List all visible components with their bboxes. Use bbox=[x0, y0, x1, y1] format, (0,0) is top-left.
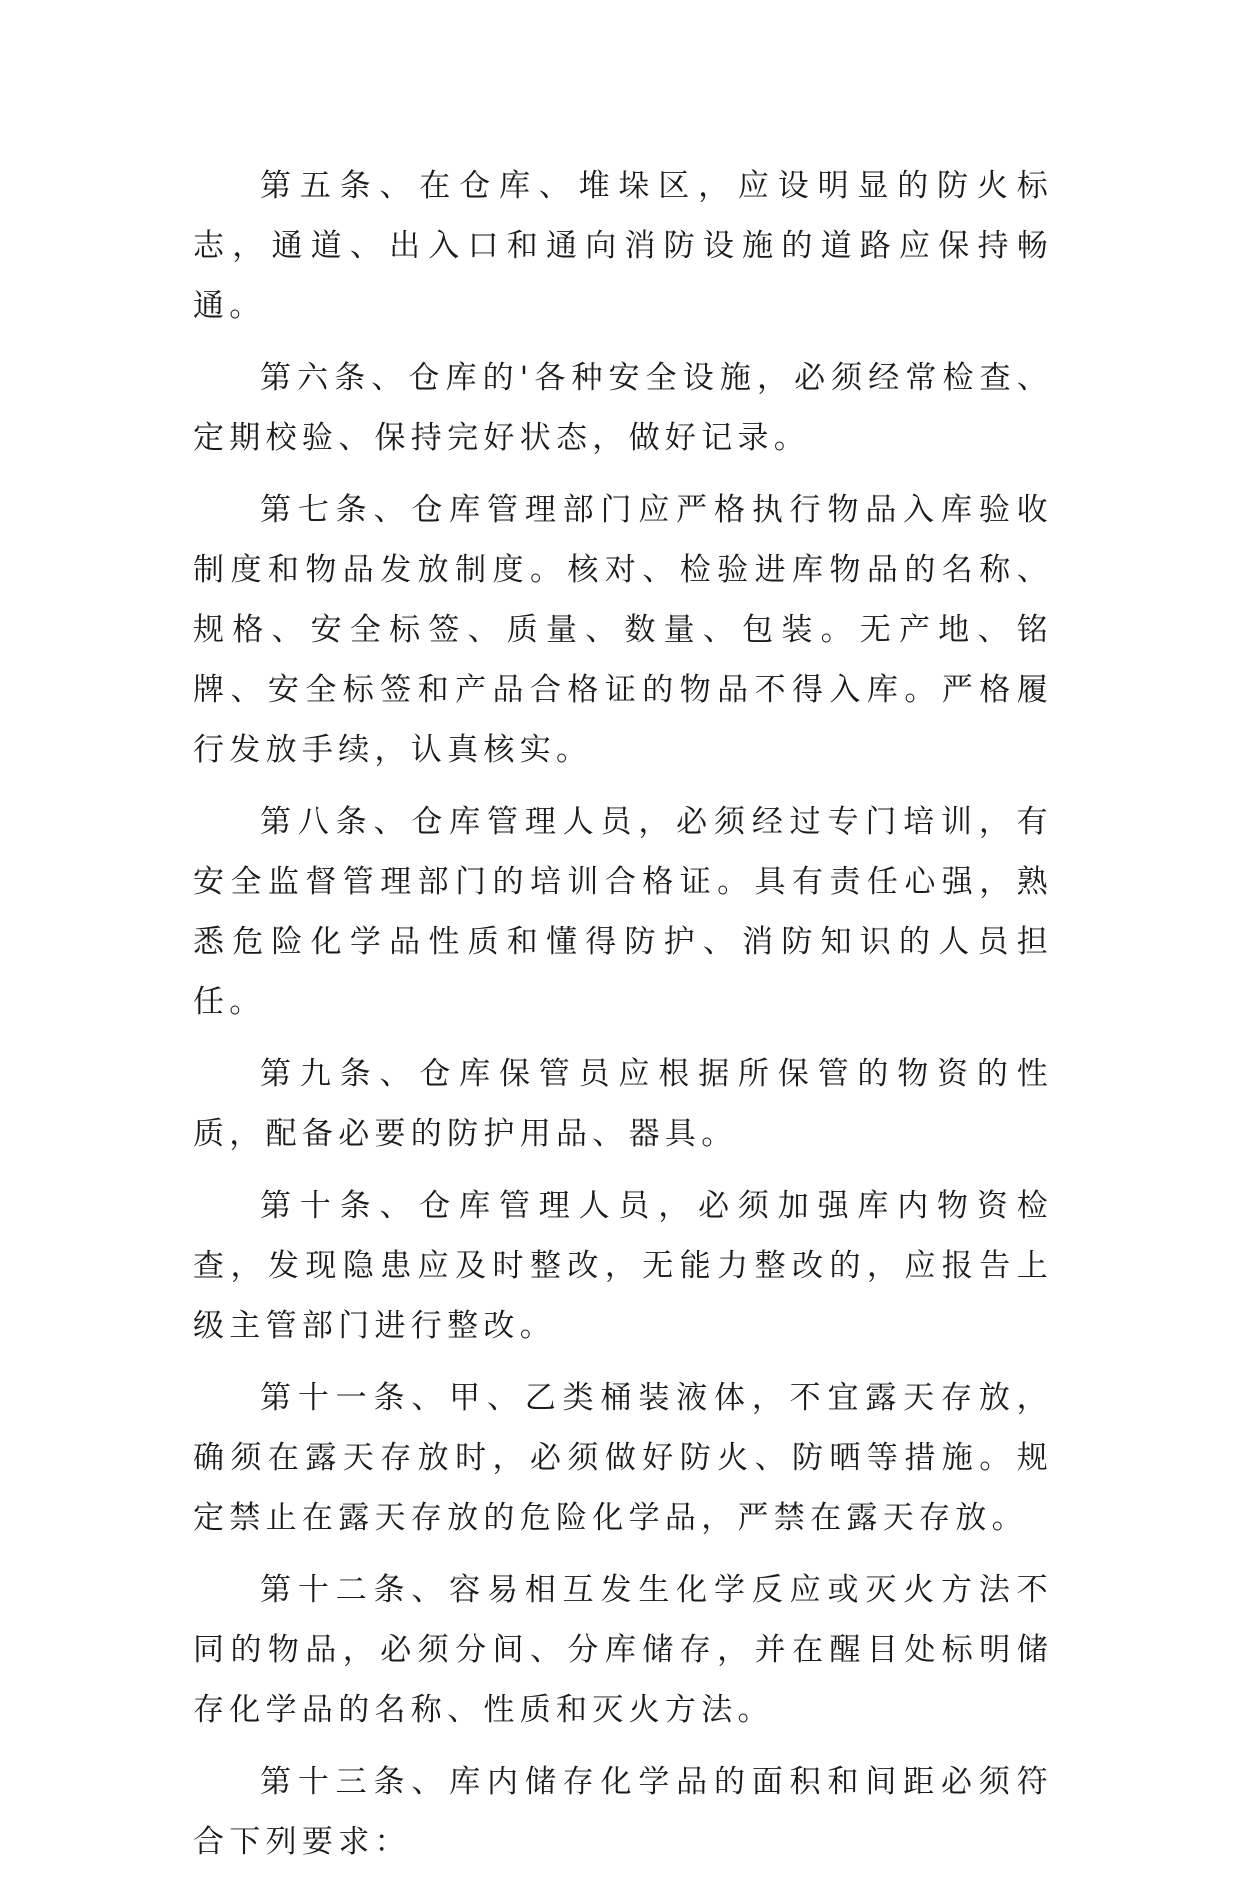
document-body bbox=[193, 156, 1053, 1884]
article-9-paragraph: 第九条、仓库保管员应根据所保管的物资的性质，配备必要的防护用品、器具。 bbox=[193, 1056, 1053, 1152]
article-12-paragraph: 第十二条、容易相互发生化学反应或灭火方法不同的物品，必须分间、分库储存，并在醒目处标明储存化学品的名称、性质和灭火方法。 bbox=[193, 1572, 1053, 1728]
article-11-paragraph: 第十一条、甲、乙类桶装液体，不宜露天存放，确须在露天存放时，必须做好防火、防晒等措施。规定禁止在露天存放的危险化学品，严禁在露天存放。 bbox=[193, 1380, 1053, 1536]
article-5-paragraph: 第五条、在仓库、堆垛区，应设明显的防火标志，通道、出入口和通向消防设施的道路应保持畅通。 bbox=[193, 168, 1053, 324]
article-10-paragraph: 第十条、仓库管理人员，必须加强库内物资检查，发现隐患应及时整改，无能力整改的，应报告上级主管部门进行整改。 bbox=[193, 1188, 1053, 1344]
article-6-paragraph: 第六条、仓库的'各种安全设施，必须经常检查、定期校验、保持完好状态，做好记录。 bbox=[193, 360, 1053, 456]
article-13-paragraph: 第十三条、库内储存化学品的面积和间距必须符合下列要求： bbox=[193, 1764, 1053, 1860]
article-7-paragraph: 第七条、仓库管理部门应严格执行物品入库验收制度和物品发放制度。核对、检验进库物品的名称、规格、安全标签、质量、数量、包装。无产地、铭牌、安全标签和产品合格证的物品不得入库。严格履行发放手续，认真核实。 bbox=[193, 492, 1053, 768]
article-8-paragraph: 第八条、仓库管理人员，必须经过专门培训，有安全监督管理部门的培训合格证。具有责任心强，熟悉危险化学品性质和懂得防护、消防知识的人员担任。 bbox=[193, 804, 1053, 1020]
